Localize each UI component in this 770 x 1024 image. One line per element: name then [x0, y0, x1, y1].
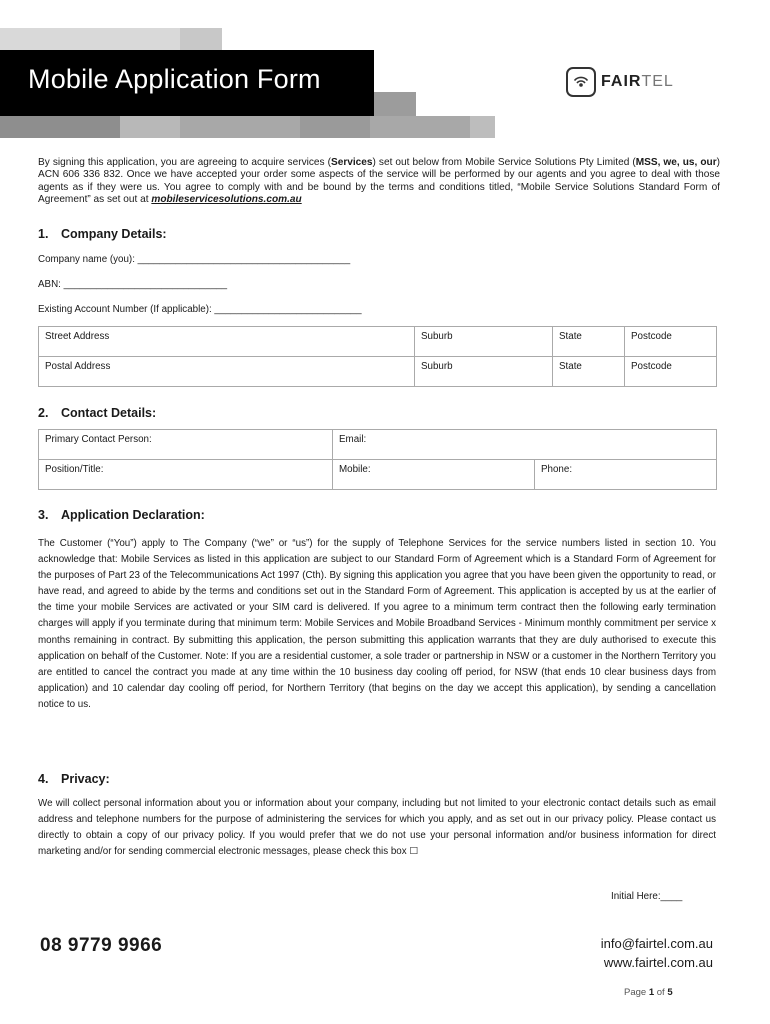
section-number: 1. [38, 227, 49, 241]
intro-text: By signing this application, you are agreeing to acquire services ( [38, 157, 331, 168]
company-name-field[interactable]: Company name (you): _______________________________________ [38, 254, 351, 265]
section-company-details [38, 227, 167, 241]
declaration-text: The Customer (“You”) apply to The Company (“we” or “us”) for the supply of Telephone Services for the service numbers listed in section 10. You acknowledge that: Mobile Services as listed in this application are subject to our Standard Form of Agreement which is a Standard Form of Agreement for the purposes of Part 23 of the Telecommunications Act 1997 (Cth). By signing this application you agree that you have been given the opportunity to read, or have read, and agreed to abide by the terms and conditions set out in the Standard Form of Agreement. This application is accepted by us at the earlier of the time your mobile Services are activated or your SIM card is delivered. If you agree to a minimum term contract then the following early termination charges will apply if you terminate during that minimum term: Mobile Services and Mobile Broadband Services - Minimum monthly commitment per service x months remaining in contract. By submitting this application, the person submitting this application warrants that they are duly authorised to execute this application on behalf of the Customer. Note: If you are a residential customer, a sole trader or partnership in NSW or a customer in the Northern Territory you are entitled to cancel the contract you made at any time within the 10 business day cooling off period, for NSW (that ends 10 clear business days from application) and 10 calendar day cooling off period, for Northern Territory (that begins on the day we accept this application), by sending a cancellation notice to us. [38, 538, 716, 710]
mobile-cell[interactable]: Mobile: [333, 460, 535, 490]
decorative-stripe [0, 116, 120, 138]
email-cell[interactable]: Email: [333, 430, 717, 460]
terms-link[interactable]: mobileservicesolutions.com.au [151, 194, 302, 206]
phone-cell[interactable]: Phone: [535, 460, 717, 490]
decorative-stripe [120, 116, 180, 138]
intro-bold: MSS, we, us, our [635, 157, 717, 168]
postcode-cell[interactable]: Postcode [625, 327, 717, 357]
section-number: 2. [38, 406, 49, 420]
section-privacy [38, 772, 110, 786]
table-row [39, 430, 717, 460]
fairtel-logo [566, 66, 674, 98]
page-label: Page [624, 987, 647, 998]
logo-text [601, 73, 674, 91]
intro-text: ) ACN 606 336 832. Once we have accepted your order some aspects of the service will be performed by our agents and you agree to deal with those agents as if they were us. You agree to comply with and be bound by the terms and conditions titled, “Mobile Service Solutions Standard Form of Agreement” as set out at [38, 157, 720, 206]
postcode-cell[interactable]: Postcode [625, 357, 717, 387]
footer-contact [601, 934, 713, 972]
intro-paragraph [38, 157, 720, 207]
decorative-stripe [470, 116, 495, 138]
decorative-stripe [180, 28, 222, 50]
table-row [39, 327, 717, 357]
section-application-declaration [38, 508, 205, 522]
section-contact-details [38, 406, 156, 420]
section-title: Application Declaration: [61, 508, 205, 522]
contact-table [38, 429, 717, 490]
signal-icon [566, 67, 596, 97]
page-total: 5 [667, 987, 673, 998]
primary-contact-cell[interactable]: Primary Contact Person: [39, 430, 333, 460]
position-title-cell[interactable]: Position/Title: [39, 460, 333, 490]
intro-bold: Services [330, 157, 373, 168]
state-cell[interactable]: State [553, 357, 625, 387]
section-number: 3. [38, 508, 49, 522]
section-title: Company Details: [61, 227, 167, 241]
footer-email[interactable]: info@fairtel.com.au [600, 936, 713, 951]
page-of: of [656, 987, 665, 998]
section-title: Contact Details: [61, 406, 157, 420]
footer-phone: 08 9779 9966 [40, 935, 163, 956]
suburb-cell[interactable]: Suburb [415, 327, 553, 357]
initial-here-field[interactable]: Initial Here:____ [611, 891, 683, 902]
state-cell[interactable]: State [553, 327, 625, 357]
privacy-text: We will collect personal information about you or information about your company, including but not limited to your electronic contact details such as email address and telephone numbers for the purpose of administering the services for which you apply, and as set out in our privacy policy. Please contact us directly to obtain a copy of our privacy policy. If you would prefer that we do not use your personal information and/or business information for direct marketing and/or for sending commercial electronic messages, please check this box ☐ [38, 798, 716, 858]
table-row [39, 357, 717, 387]
logo-brand: FAIR [601, 73, 642, 90]
section-title: Privacy: [61, 772, 110, 786]
page-number: 1 [648, 987, 655, 998]
street-address-cell[interactable]: Street Address [39, 327, 415, 357]
page-title: Mobile Application Form [0, 50, 374, 116]
decorative-stripe [374, 92, 416, 116]
section-number: 4. [38, 772, 49, 786]
table-row [39, 460, 717, 490]
intro-text: ) set out below from Mobile Service Solutions Pty Limited ( [372, 157, 636, 168]
page-indicator [624, 987, 673, 998]
existing-account-field[interactable]: Existing Account Number (If applicable): ___________________________ [38, 304, 362, 315]
decorative-stripe [300, 116, 370, 138]
abn-field[interactable]: ABN: ______________________________ [38, 279, 228, 290]
postal-address-cell[interactable]: Postal Address [39, 357, 415, 387]
suburb-cell[interactable]: Suburb [415, 357, 553, 387]
logo-brand-light: TEL [641, 73, 674, 90]
address-table [38, 326, 717, 387]
footer-website[interactable]: www.fairtel.com.au [603, 955, 713, 970]
